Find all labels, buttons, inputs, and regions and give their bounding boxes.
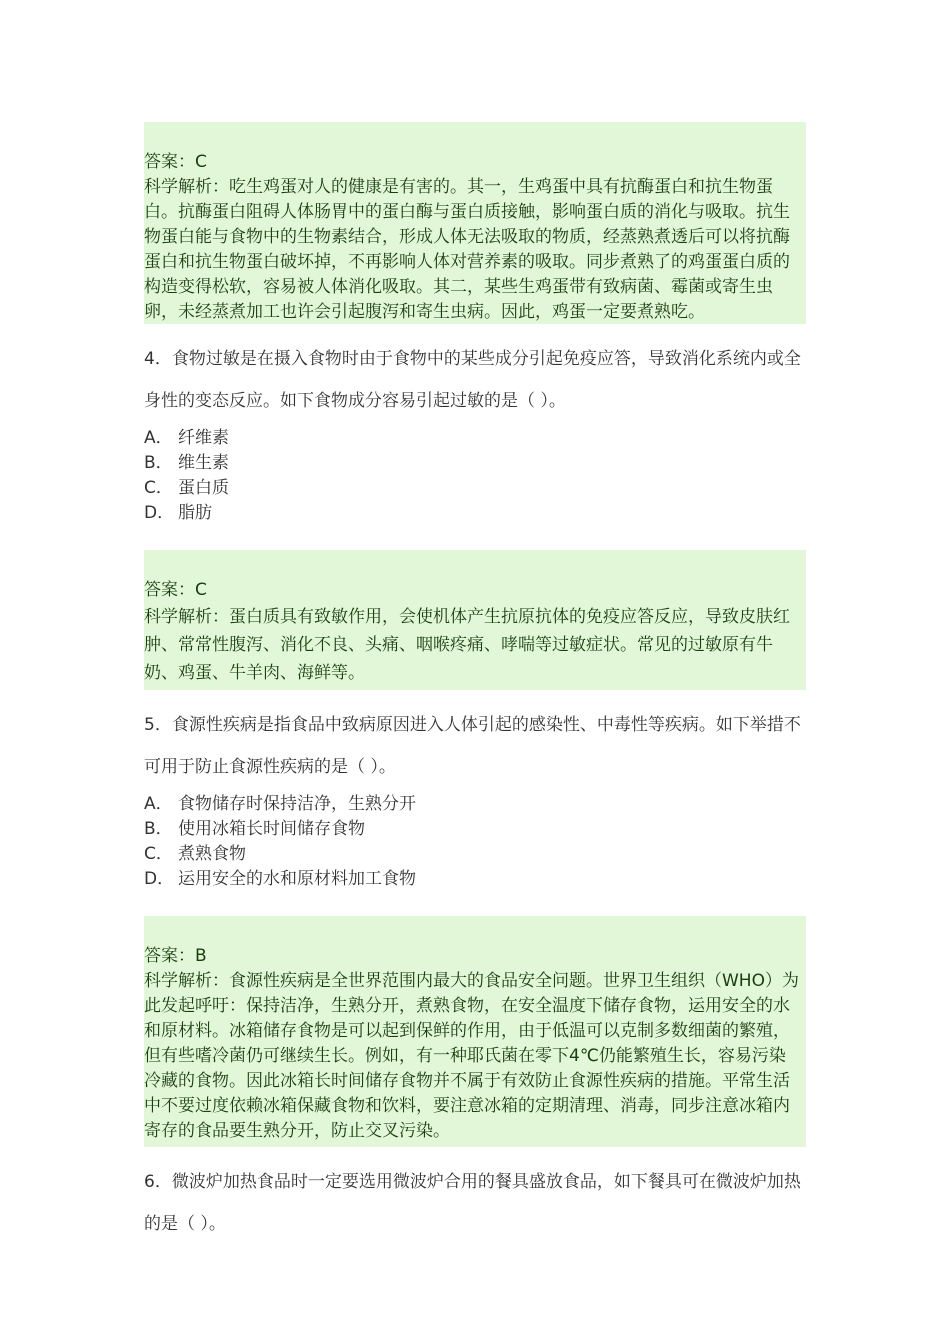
document-page bbox=[144, 122, 806, 1245]
question-text: 5．食源性疾病是指食品中致病原因进入人体引起的感染性、中毒性等疾病。如下举措不可用于防止食源性疾病的是（ ）。 bbox=[144, 715, 801, 777]
option-b bbox=[144, 817, 806, 842]
option-list bbox=[144, 792, 806, 892]
option-d bbox=[144, 867, 806, 892]
answer-label: 答案：C bbox=[144, 580, 207, 600]
option-text: 维生素 bbox=[178, 453, 229, 473]
question-4 bbox=[144, 338, 806, 526]
option-letter: D． bbox=[144, 869, 175, 889]
option-letter: A． bbox=[144, 794, 173, 814]
option-text: 运用安全的水和原材料加工食物 bbox=[178, 869, 416, 889]
option-text: 食物储存时保持洁净，生熟分开 bbox=[178, 794, 416, 814]
option-letter: B． bbox=[144, 819, 173, 839]
option-letter: C． bbox=[144, 844, 173, 864]
question-5 bbox=[144, 704, 806, 892]
question-text: 6．微波炉加热食品时一定要选用微波炉合用的餐具盛放食品，如下餐具可在微波炉加热的是（ ）。 bbox=[144, 1172, 801, 1234]
answer-label: 答案：B bbox=[144, 946, 207, 966]
answer-box-q3 bbox=[144, 122, 806, 324]
option-list bbox=[144, 426, 806, 526]
option-c bbox=[144, 476, 806, 501]
answer-box-q5 bbox=[144, 916, 806, 1147]
option-letter: D． bbox=[144, 503, 175, 523]
answer-box-q4 bbox=[144, 550, 806, 690]
answer-analysis: 科学解析：食源性疾病是全世界范围内最大的食品安全问题。世界卫生组织（WHO）为此发起呼吁：保持洁净，生熟分开，煮熟食物，在安全温度下储存食物，运用安全的水和原材料。冰箱储存食物是可以起到保鲜的作用，由于低温可以克制多数细菌的繁殖，但有些嗜冷菌仍可继续生长。例如，有一种耶氏菌在零下4℃仍能繁殖生长，容易污染冷藏的食物。因此冰箱长时间储存食物并不属于有效防止食源性疾病的措施。平常生活中不要过度依赖冰箱保藏食物和饮料，要注意冰箱的定期清理、消毒，同步注意冰箱内寄存的食品要生熟分开，防止交叉污染。 bbox=[144, 971, 799, 1141]
option-text: 使用冰箱长时间储存食物 bbox=[178, 819, 365, 839]
option-d bbox=[144, 501, 806, 526]
option-letter: C． bbox=[144, 478, 173, 498]
option-text: 脂肪 bbox=[178, 503, 212, 523]
question-6 bbox=[144, 1161, 806, 1245]
answer-analysis: 科学解析：蛋白质具有致敏作用，会使机体产生抗原抗体的免疫应答反应，导致皮肤红肿、常常性腹泻、消化不良、头痛、咽喉疼痛、哮喘等过敏症状。常见的过敏原有牛奶、鸡蛋、牛羊肉、海鲜等。 bbox=[144, 607, 790, 683]
question-text: 4．食物过敏是在摄入食物时由于食物中的某些成分引起免疫应答，导致消化系统内或全身性的变态反应。如下食物成分容易引起过敏的是（ ）。 bbox=[144, 349, 801, 411]
option-text: 纤维素 bbox=[178, 428, 229, 448]
option-a bbox=[144, 792, 806, 817]
option-b bbox=[144, 451, 806, 476]
option-text: 煮熟食物 bbox=[178, 844, 246, 864]
option-letter: A． bbox=[144, 428, 173, 448]
answer-label: 答案：C bbox=[144, 152, 207, 172]
answer-analysis: 科学解析：吃生鸡蛋对人的健康是有害的。其一，生鸡蛋中具有抗酶蛋白和抗生物蛋白。抗酶蛋白阻碍人体肠胃中的蛋白酶与蛋白质接触，影响蛋白质的消化与吸取。抗生物蛋白能与食物中的生物素结合，形成人体无法吸取的物质，经蒸熟煮透后可以将抗酶蛋白和抗生物蛋白破坏掉，不再影响人体对营养素的吸取。同步煮熟了的鸡蛋蛋白质的构造变得松软，容易被人体消化吸取。其二，某些生鸡蛋带有致病菌、霉菌或寄生虫卵，未经蒸煮加工也许会引起腹泻和寄生虫病。因此，鸡蛋一定要煮熟吃。 bbox=[144, 177, 790, 322]
option-letter: B． bbox=[144, 453, 173, 473]
option-text: 蛋白质 bbox=[178, 478, 229, 498]
option-a bbox=[144, 426, 806, 451]
option-c bbox=[144, 842, 806, 867]
